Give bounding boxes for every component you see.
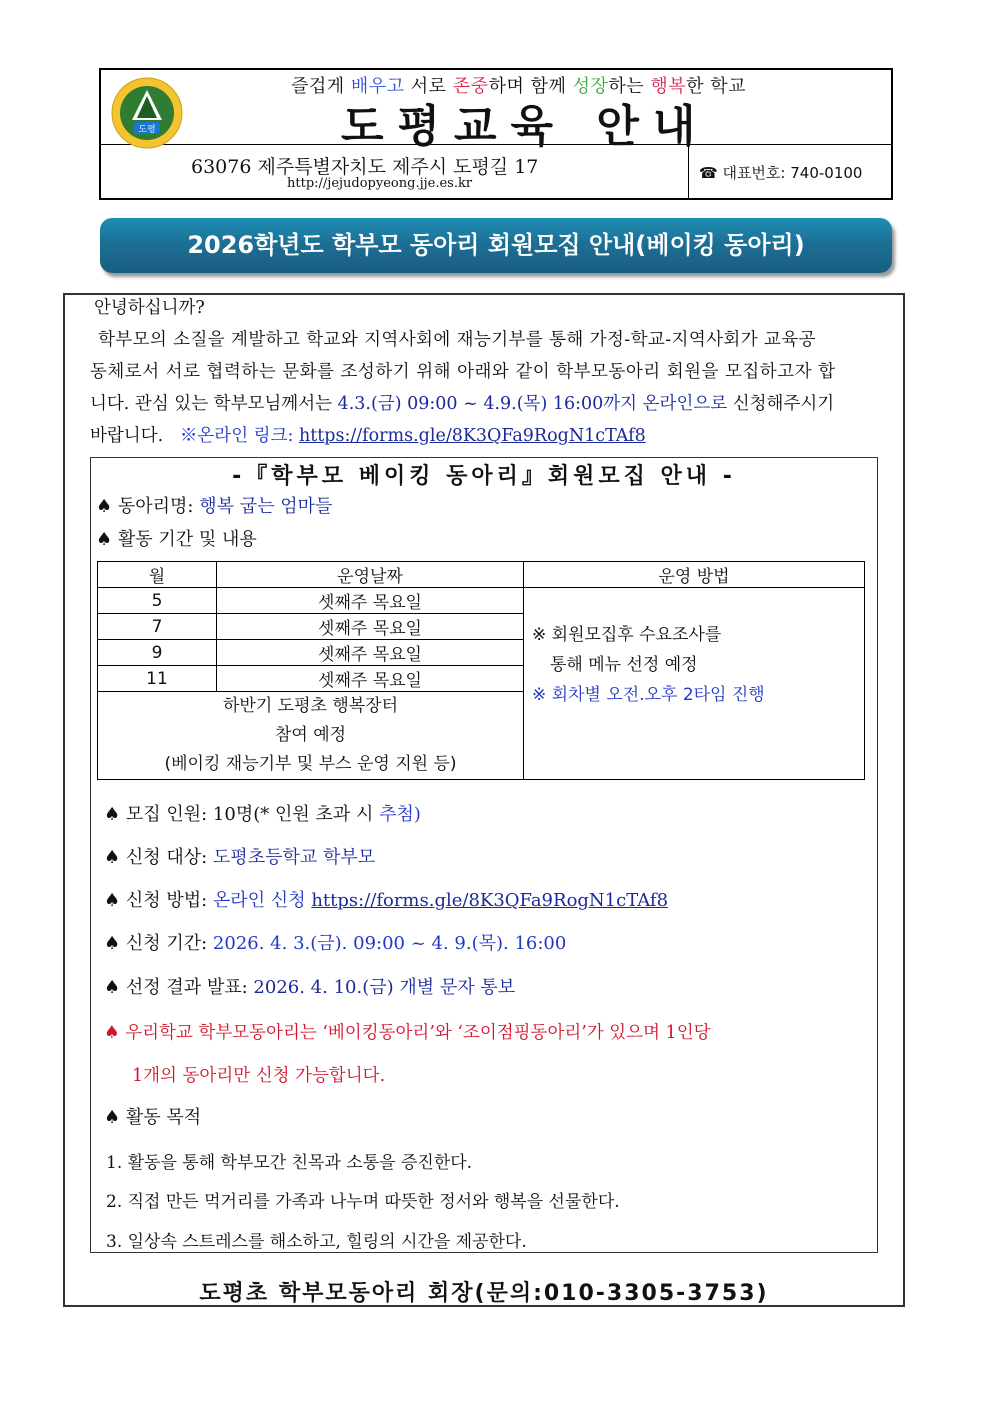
intro-line-3 (90, 388, 834, 420)
method-line-1: ※ 회원모집후 수요조사를 (532, 625, 722, 645)
school-url-link[interactable]: http://jejudopyeong.jje.es.kr (287, 176, 473, 191)
intro-online: 온라인으로 (642, 394, 728, 414)
goal-item: 3. 일상속 스트레스를 해소하고, 힐링의 시간을 제공한다. (106, 1232, 527, 1252)
method-form-link[interactable]: https://forms.gle/8K3QFa9RogN1cTAf8 (311, 890, 669, 911)
intro-link-label: ※온라인 링크: (179, 426, 299, 446)
date-cell: 셋째주 목요일 (217, 614, 524, 640)
intro-text: 니다. 관심 있는 학부모님께서는 (90, 394, 338, 414)
header-method: 운영 방법 (524, 562, 865, 588)
activity-heading: ♠ 활동 기간 및 내용 (96, 529, 257, 550)
school-address: 63076 제주특별자치도 제주시 도평길 17 (191, 156, 539, 178)
result-row (104, 973, 515, 999)
method-label: ♠ 신청 방법: (104, 890, 213, 911)
method-line-2: 통해 메뉴 선정 예정 (550, 655, 698, 675)
market-line: 하반기 도평초 행복장터 (222, 696, 399, 716)
date-cell: 셋째주 목요일 (217, 588, 524, 614)
slogan-part: 존중 (452, 76, 489, 97)
table-header-row (98, 562, 865, 588)
period-value: 2026. 4. 3.(금). 09:00 ~ 4. 9.(목). 16:00 (212, 933, 567, 954)
goal-item: 2. 직접 만든 먹거리를 가족과 나누며 따뜻한 정서와 행복을 선물한다. (106, 1192, 620, 1212)
intro-line-1: 학부모의 소질을 계발하고 학교와 지역사회에 재능기부를 통해 가정-학교-지역사회가 교육공 (98, 330, 816, 350)
month-cell: 5 (98, 588, 217, 614)
table-row (98, 588, 865, 614)
phone-number: ☎ 대표번호: 740-0100 (699, 164, 863, 182)
warning-line-2: 1개의 동아리만 신청 가능합니다. (132, 1066, 386, 1086)
market-cell (98, 692, 524, 780)
method-cell (524, 588, 865, 780)
month-cell: 11 (98, 666, 217, 692)
header-date: 운영날짜 (217, 562, 524, 588)
intro-form-link[interactable]: https://forms.gle/8K3QFa9RogN1cTAf8 (298, 426, 646, 446)
date-cell: 셋째주 목요일 (217, 640, 524, 666)
warning-line-1: ♠ 우리학교 학부모동아리는 ‘베이킹동아리’와 ‘조이점핑동아리’가 있으며 1인당 (104, 1023, 711, 1043)
method-line-3: ※ 회차별 오전.오후 2타임 진행 (532, 685, 765, 705)
date-cell: 셋째주 목요일 (217, 666, 524, 692)
period-row (104, 929, 566, 955)
slogan-part: 배우고 (350, 76, 405, 97)
phone-cell (688, 144, 894, 200)
month-cell: 7 (98, 614, 217, 640)
club-name-row (96, 492, 332, 518)
slogan-part: 하며 함께 (488, 76, 573, 97)
intro-line-4 (90, 420, 646, 452)
recruit-label: ♠ 모집 인원: (104, 804, 213, 825)
intro-text: 바랍니다. (90, 426, 164, 446)
intro-period: 4.3.(금) 09:00 ~ 4.9.(목) 16:00까지 (337, 394, 638, 414)
month-cell: 9 (98, 640, 217, 666)
market-line: (베이킹 재능기부 및 부스 운영 지원 등) (164, 754, 457, 774)
schedule-table (97, 561, 865, 780)
target-row (104, 843, 375, 869)
header-month: 월 (98, 562, 217, 588)
goal-item: 1. 활동을 통해 학부모간 친목과 소통을 증진한다. (106, 1153, 473, 1173)
method-value: 온라인 신청 (212, 890, 312, 911)
club-name-value: 행복 굽는 엄마들 (199, 496, 333, 517)
school-logo-icon (110, 76, 184, 150)
intro-line-2: 동체로서 서로 협력하는 문화를 조성하기 위해 아래와 같이 학부모동아리 회원을 모집하고자 합 (90, 362, 836, 382)
school-header (99, 68, 893, 200)
result-value: 2026. 4. 10.(금) 개별 문자 통보 (253, 977, 516, 998)
goal-heading: ♠ 활동 목적 (104, 1107, 202, 1128)
slogan-part: 행복 (650, 76, 687, 97)
recruit-lottery: 추첨) (379, 804, 421, 825)
result-label: ♠ 선정 결과 발표: (104, 977, 254, 998)
intro-text: 신청해주시기 (727, 394, 835, 414)
method-row (104, 886, 668, 912)
recruit-row (104, 800, 421, 826)
slogan-part: 한 학교 (686, 76, 747, 97)
notice-title: -『학부모 베이킹 동아리』회원모집 안내 - (232, 464, 736, 489)
page-title: 도평교육 안내 (341, 101, 710, 152)
market-line: 참여 예정 (274, 725, 347, 745)
slogan-part: 성장 (572, 76, 609, 97)
greeting: 안녕하십니까? (94, 298, 205, 318)
period-label: ♠ 신청 기간: (104, 933, 213, 954)
notice-banner: 2026학년도 학부모 동아리 회원모집 안내(베이킹 동아리) (100, 218, 892, 273)
svg-text:도평: 도평 (138, 125, 156, 135)
slogan-part: 하는 (608, 76, 651, 97)
header-top-row (101, 70, 891, 152)
slogan-part: 즐겁게 (291, 76, 351, 97)
target-value: 도평초등학교 학부모 (212, 847, 376, 868)
slogan-part: 서로 (404, 76, 453, 97)
recruit-value: 10명(* 인원 초과 시 (212, 804, 380, 825)
footer-contact: 도평초 학부모동아리 회장(문의:010-3305-3753) (199, 1281, 769, 1306)
target-label: ♠ 신청 대상: (104, 847, 213, 868)
club-name-label: ♠ 동아리명: (96, 496, 200, 517)
